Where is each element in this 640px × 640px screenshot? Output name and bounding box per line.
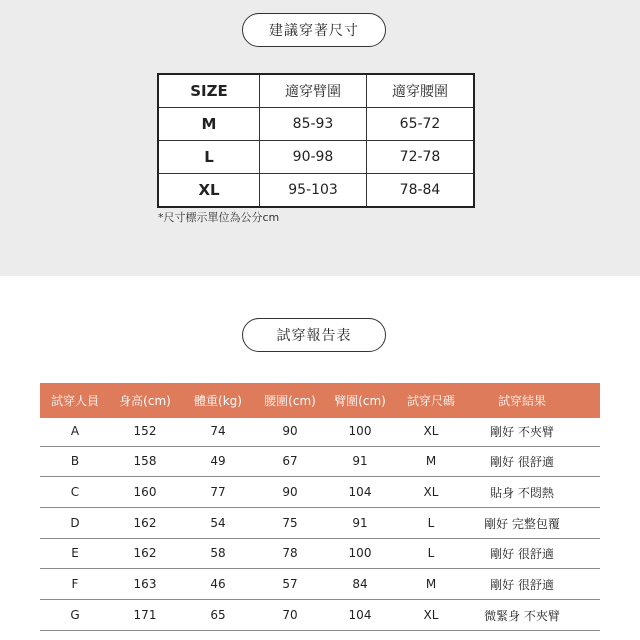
- arm-header-cell: 適穿臂圍: [260, 74, 367, 108]
- table-row: [40, 569, 600, 600]
- size-guide-section: [0, 0, 640, 276]
- size-cell: M: [425, 577, 437, 591]
- table-row: [40, 600, 600, 631]
- weight-cell: 54: [210, 516, 226, 530]
- result-cell: 剛好 完整包覆: [484, 516, 560, 531]
- result-cell: 剛好 不夾臂: [490, 424, 554, 439]
- unit-note: *尺寸標示單位為公分cm: [158, 211, 280, 224]
- waist-cell: 75: [282, 516, 298, 530]
- arm-range-cell: 90-98: [260, 141, 367, 174]
- size-cell: XL: [423, 424, 439, 438]
- size-cell: L: [158, 141, 260, 174]
- weight-cell: 65: [210, 608, 226, 622]
- arm-cell: 104: [348, 608, 372, 622]
- size-cell: XL: [158, 174, 260, 208]
- report-header-row: [40, 383, 600, 418]
- size-cell: M: [158, 108, 260, 141]
- table-row: [40, 477, 600, 508]
- size-cell: M: [425, 454, 437, 468]
- arm-range-cell: 85-93: [260, 108, 367, 141]
- waist-range-cell: 65-72: [367, 108, 475, 141]
- size-cell: XL: [423, 608, 439, 622]
- height-cell: 160: [133, 485, 157, 499]
- result-cell: 剛好 很舒適: [490, 546, 554, 561]
- size-cell: XL: [423, 485, 439, 499]
- result-cell: 微緊身 不夾臂: [484, 608, 560, 623]
- weight-cell: 74: [210, 424, 226, 438]
- height-cell: 171: [133, 608, 157, 622]
- table-row: [40, 508, 600, 539]
- weight-cell: 58: [210, 546, 226, 560]
- arm-cell: 100: [348, 546, 372, 560]
- size-table-header-row: [158, 74, 474, 108]
- size-table-row: [158, 141, 474, 174]
- size-header-cell: SIZE: [158, 74, 260, 108]
- height-cell: 158: [133, 454, 157, 468]
- waist-header: 腰圍(cm): [264, 394, 316, 408]
- waist-cell: 78: [282, 546, 298, 560]
- fitting-report-title: 試穿報告表: [242, 318, 386, 352]
- waist-cell: 90: [282, 424, 298, 438]
- waist-cell: 57: [282, 577, 298, 591]
- result-header: 試穿結果: [497, 394, 546, 408]
- height-cell: 152: [133, 424, 157, 438]
- weight-header: 體重(kg): [194, 394, 242, 408]
- size-table-row: [158, 108, 474, 141]
- height-header: 身高(cm): [119, 394, 171, 408]
- arm-range-cell: 95-103: [260, 174, 367, 208]
- weight-cell: 49: [210, 454, 226, 468]
- size-table: [157, 73, 475, 208]
- waist-header-cell: 適穿腰圍: [367, 74, 475, 108]
- table-row: [40, 416, 600, 447]
- weight-cell: 46: [210, 577, 226, 591]
- waist-cell: 67: [282, 454, 298, 468]
- table-row: [40, 446, 600, 477]
- tester-cell: A: [70, 424, 80, 438]
- height-cell: 163: [133, 577, 157, 591]
- arm-cell: 100: [348, 424, 372, 438]
- result-cell: 貼身 不悶熱: [490, 485, 554, 500]
- height-cell: 162: [133, 516, 157, 530]
- tester-cell: C: [70, 485, 80, 499]
- tester-cell: G: [70, 608, 80, 622]
- arm-header: 臂圍(cm): [334, 394, 386, 408]
- waist-range-cell: 72-78: [367, 141, 475, 174]
- arm-cell: 104: [348, 485, 372, 499]
- size-table-row: [158, 174, 474, 208]
- size-header: 試穿尺碼: [406, 394, 455, 408]
- arm-cell: 91: [352, 454, 368, 468]
- tester-cell: F: [71, 577, 79, 591]
- size-cell: L: [427, 546, 435, 560]
- size-cell: L: [427, 516, 435, 530]
- size-guide-title: 建議穿著尺寸: [242, 13, 386, 47]
- tester-cell: E: [71, 546, 79, 560]
- tester-cell: D: [70, 516, 80, 530]
- weight-cell: 77: [210, 485, 226, 499]
- result-cell: 剛好 很舒適: [490, 454, 554, 469]
- arm-cell: 91: [352, 516, 368, 530]
- height-cell: 162: [133, 546, 157, 560]
- waist-range-cell: 78-84: [367, 174, 475, 208]
- result-cell: 剛好 很舒適: [490, 577, 554, 592]
- arm-cell: 84: [352, 577, 368, 591]
- waist-cell: 90: [282, 485, 298, 499]
- table-row: [40, 538, 600, 569]
- tester-header: 試穿人員: [50, 394, 99, 408]
- waist-cell: 70: [282, 608, 298, 622]
- tester-cell: B: [70, 454, 80, 468]
